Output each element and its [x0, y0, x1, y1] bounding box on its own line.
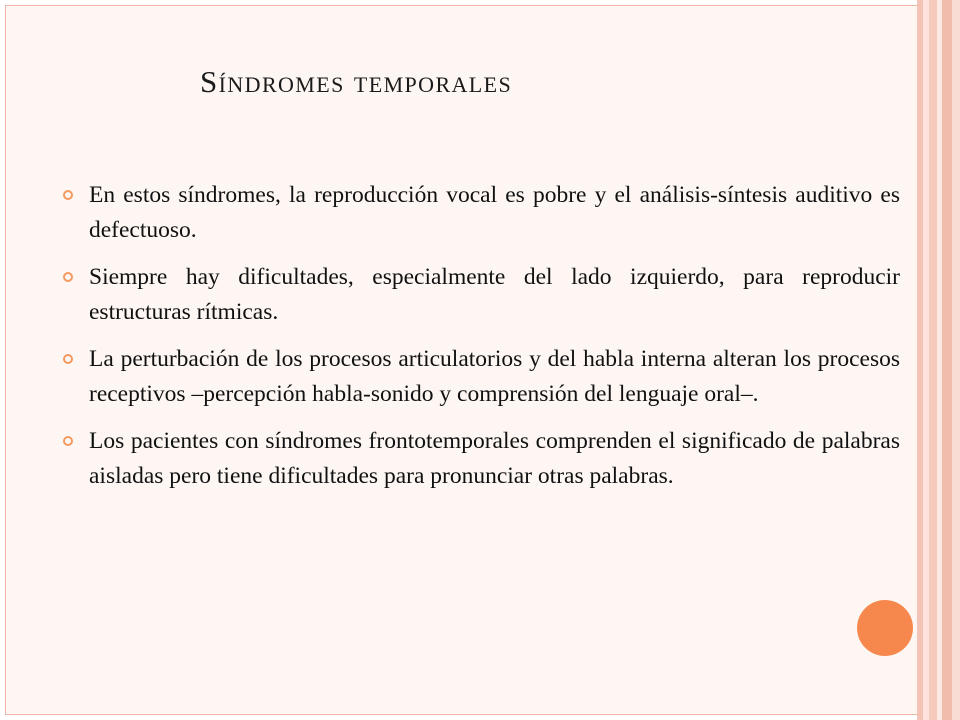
bullet-item — [60, 342, 900, 412]
bullet-item — [60, 424, 900, 494]
bullet-ring-icon — [63, 436, 73, 446]
decorative-strip — [942, 0, 952, 720]
bullet-ring-icon — [63, 354, 73, 364]
decorative-strip — [929, 0, 937, 720]
bullet-item — [60, 260, 900, 330]
bullet-text: Los pacientes con síndromes frontotemporales comprenden el significado de palabras aisladas pero tiene dificultades para pronunciar otras palabras. — [89, 428, 900, 489]
bullet-item — [60, 178, 900, 248]
bullet-text: En estos síndromes, la reproducción vocal es pobre y el análisis-síntesis auditivo es defectuoso. — [89, 182, 900, 243]
bullet-ring-icon — [63, 272, 73, 282]
orange-circle-decoration — [857, 600, 913, 656]
bullet-text: La perturbación de los procesos articulatorios y del habla interna alteran los procesos receptivos –percepción habla-sonido y comprensión del lenguaje oral–. — [89, 346, 900, 407]
bullet-text: Siempre hay dificultades, especialmente del lado izquierdo, para reproducir estructuras rítmicas. — [89, 264, 900, 325]
bullet-list — [60, 178, 900, 506]
slide-title: Síndromes temporales — [200, 64, 513, 99]
decorative-strip — [952, 0, 960, 720]
bullet-ring-icon — [63, 190, 73, 200]
